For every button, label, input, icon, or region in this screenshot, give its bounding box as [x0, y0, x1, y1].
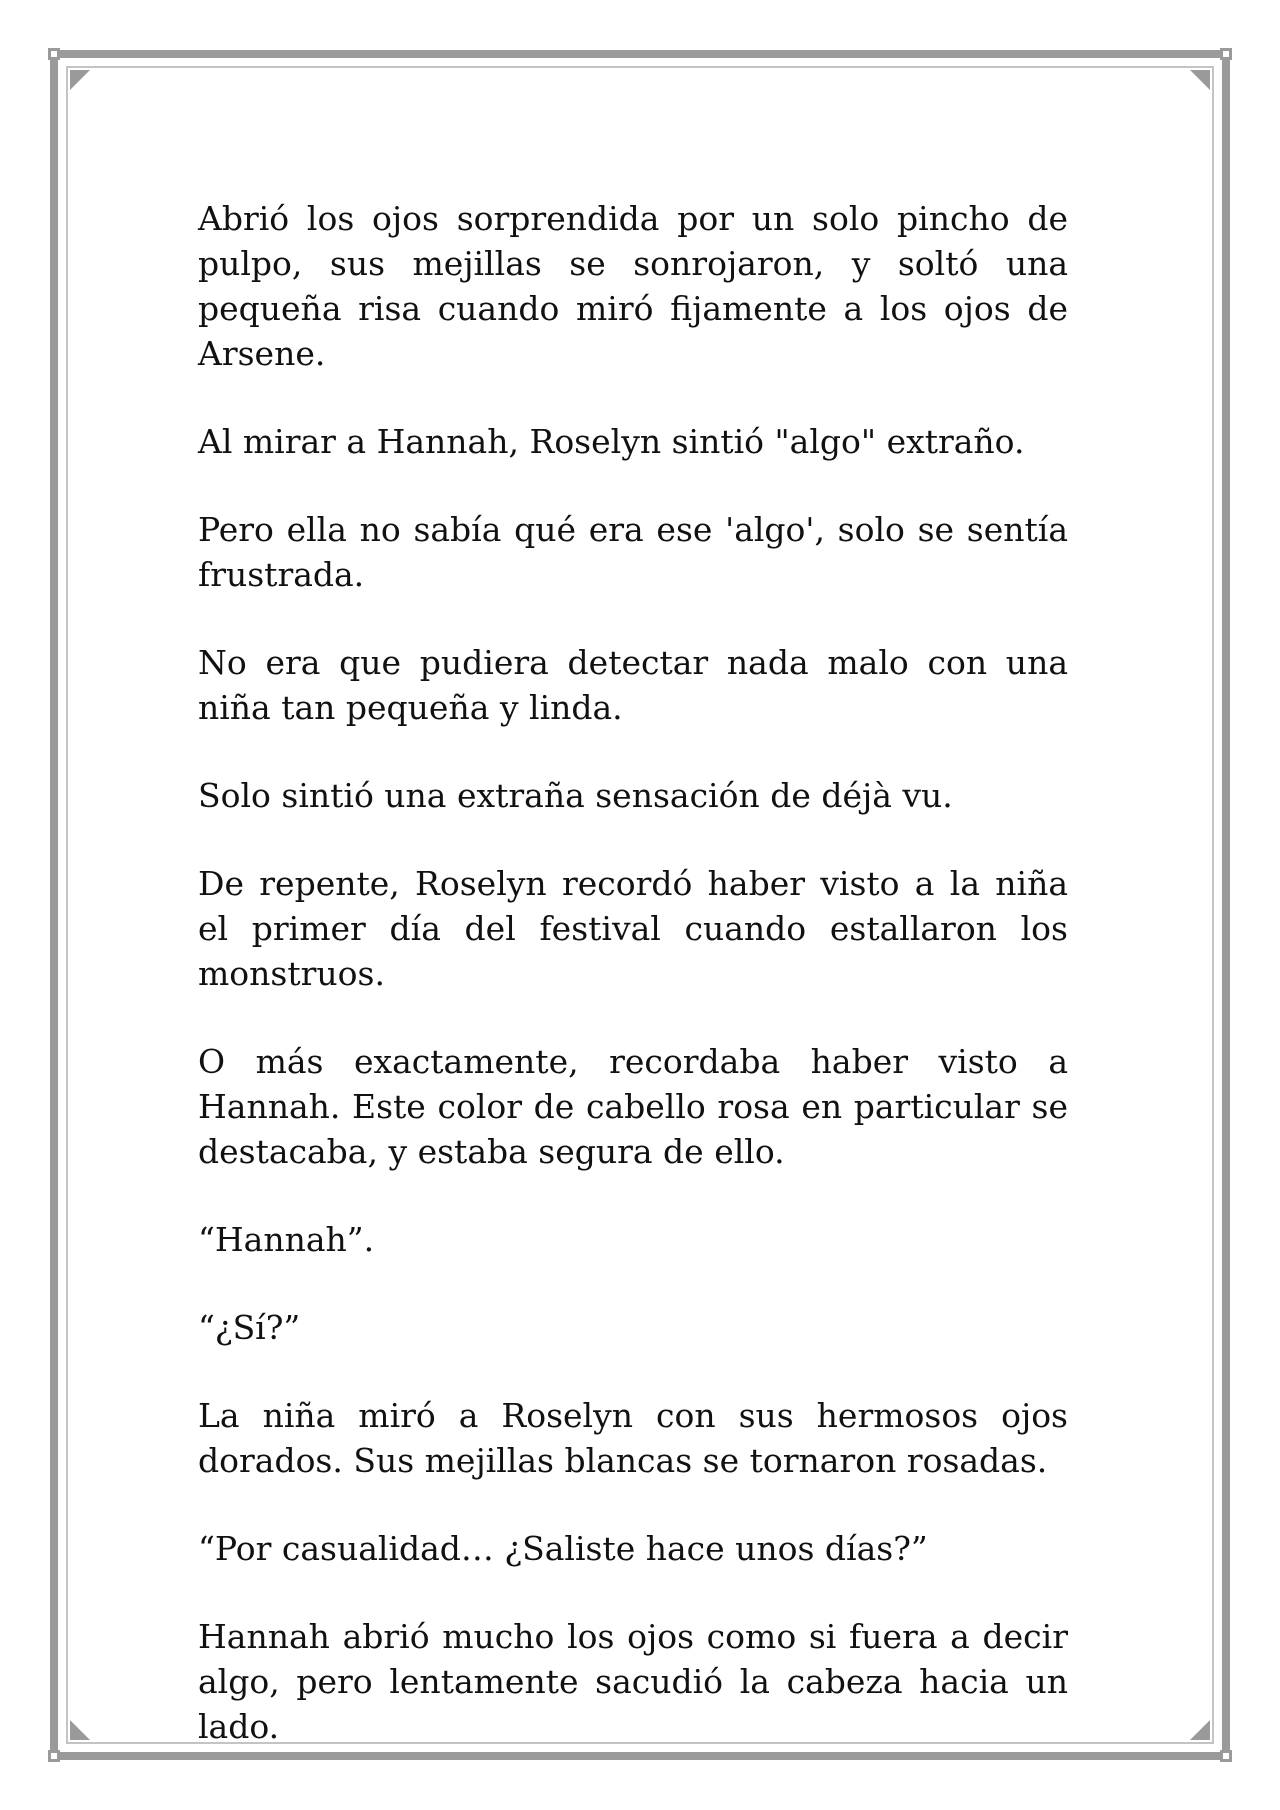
dialogue-line: “Hannah”. [198, 1220, 375, 1259]
paragraph: Al mirar a Hannah, Roselyn sintió "algo" extraño. [198, 422, 1025, 461]
corner-triangle-top-left [70, 70, 90, 90]
frame-corner-top-right [1220, 48, 1232, 60]
paragraph: Hannah abrió mucho los ojos como si fuera a decir algo, pero lentamente sacudió la cabeza hacia un lado. [198, 1617, 1068, 1746]
story-text [198, 196, 1068, 1792]
dialogue-line: “¿Sí?” [198, 1308, 301, 1347]
corner-triangle-bottom-right [1190, 1720, 1210, 1740]
paragraph: Solo sintió una extraña sensación de déjà vu. [198, 776, 953, 815]
corner-triangle-bottom-left [70, 1720, 90, 1740]
paragraph: De repente, Roselyn recordó haber visto a la niña el primer día del festival cuando estallaron los monstruos. [198, 864, 1068, 993]
paragraph: La niña miró a Roselyn con sus hermosos ojos dorados. Sus mejillas blancas se tornaron rosadas. [198, 1396, 1068, 1480]
paragraph: No era que pudiera detectar nada malo con una niña tan pequeña y linda. [198, 643, 1068, 727]
paragraph: Abrió los ojos sorprendida por un solo pincho de pulpo, sus mejillas se sonrojaron, y soltó una pequeña risa cuando miró fijamente a los ojos de Arsene. [198, 199, 1068, 373]
frame-corner-bottom-right [1220, 1750, 1232, 1762]
corner-triangle-top-right [1190, 70, 1210, 90]
frame-corner-bottom-left [48, 1750, 60, 1762]
dialogue-line: “Por casualidad… ¿Saliste hace unos días?” [198, 1529, 928, 1568]
paragraph: Pero ella no sabía qué era ese 'algo', solo se sentía frustrada. [198, 510, 1068, 594]
paragraph: O más exactamente, recordaba haber visto a Hannah. Este color de cabello rosa en particular se destacaba, y estaba segura de ello. [198, 1042, 1068, 1171]
frame-corner-top-left [48, 48, 60, 60]
